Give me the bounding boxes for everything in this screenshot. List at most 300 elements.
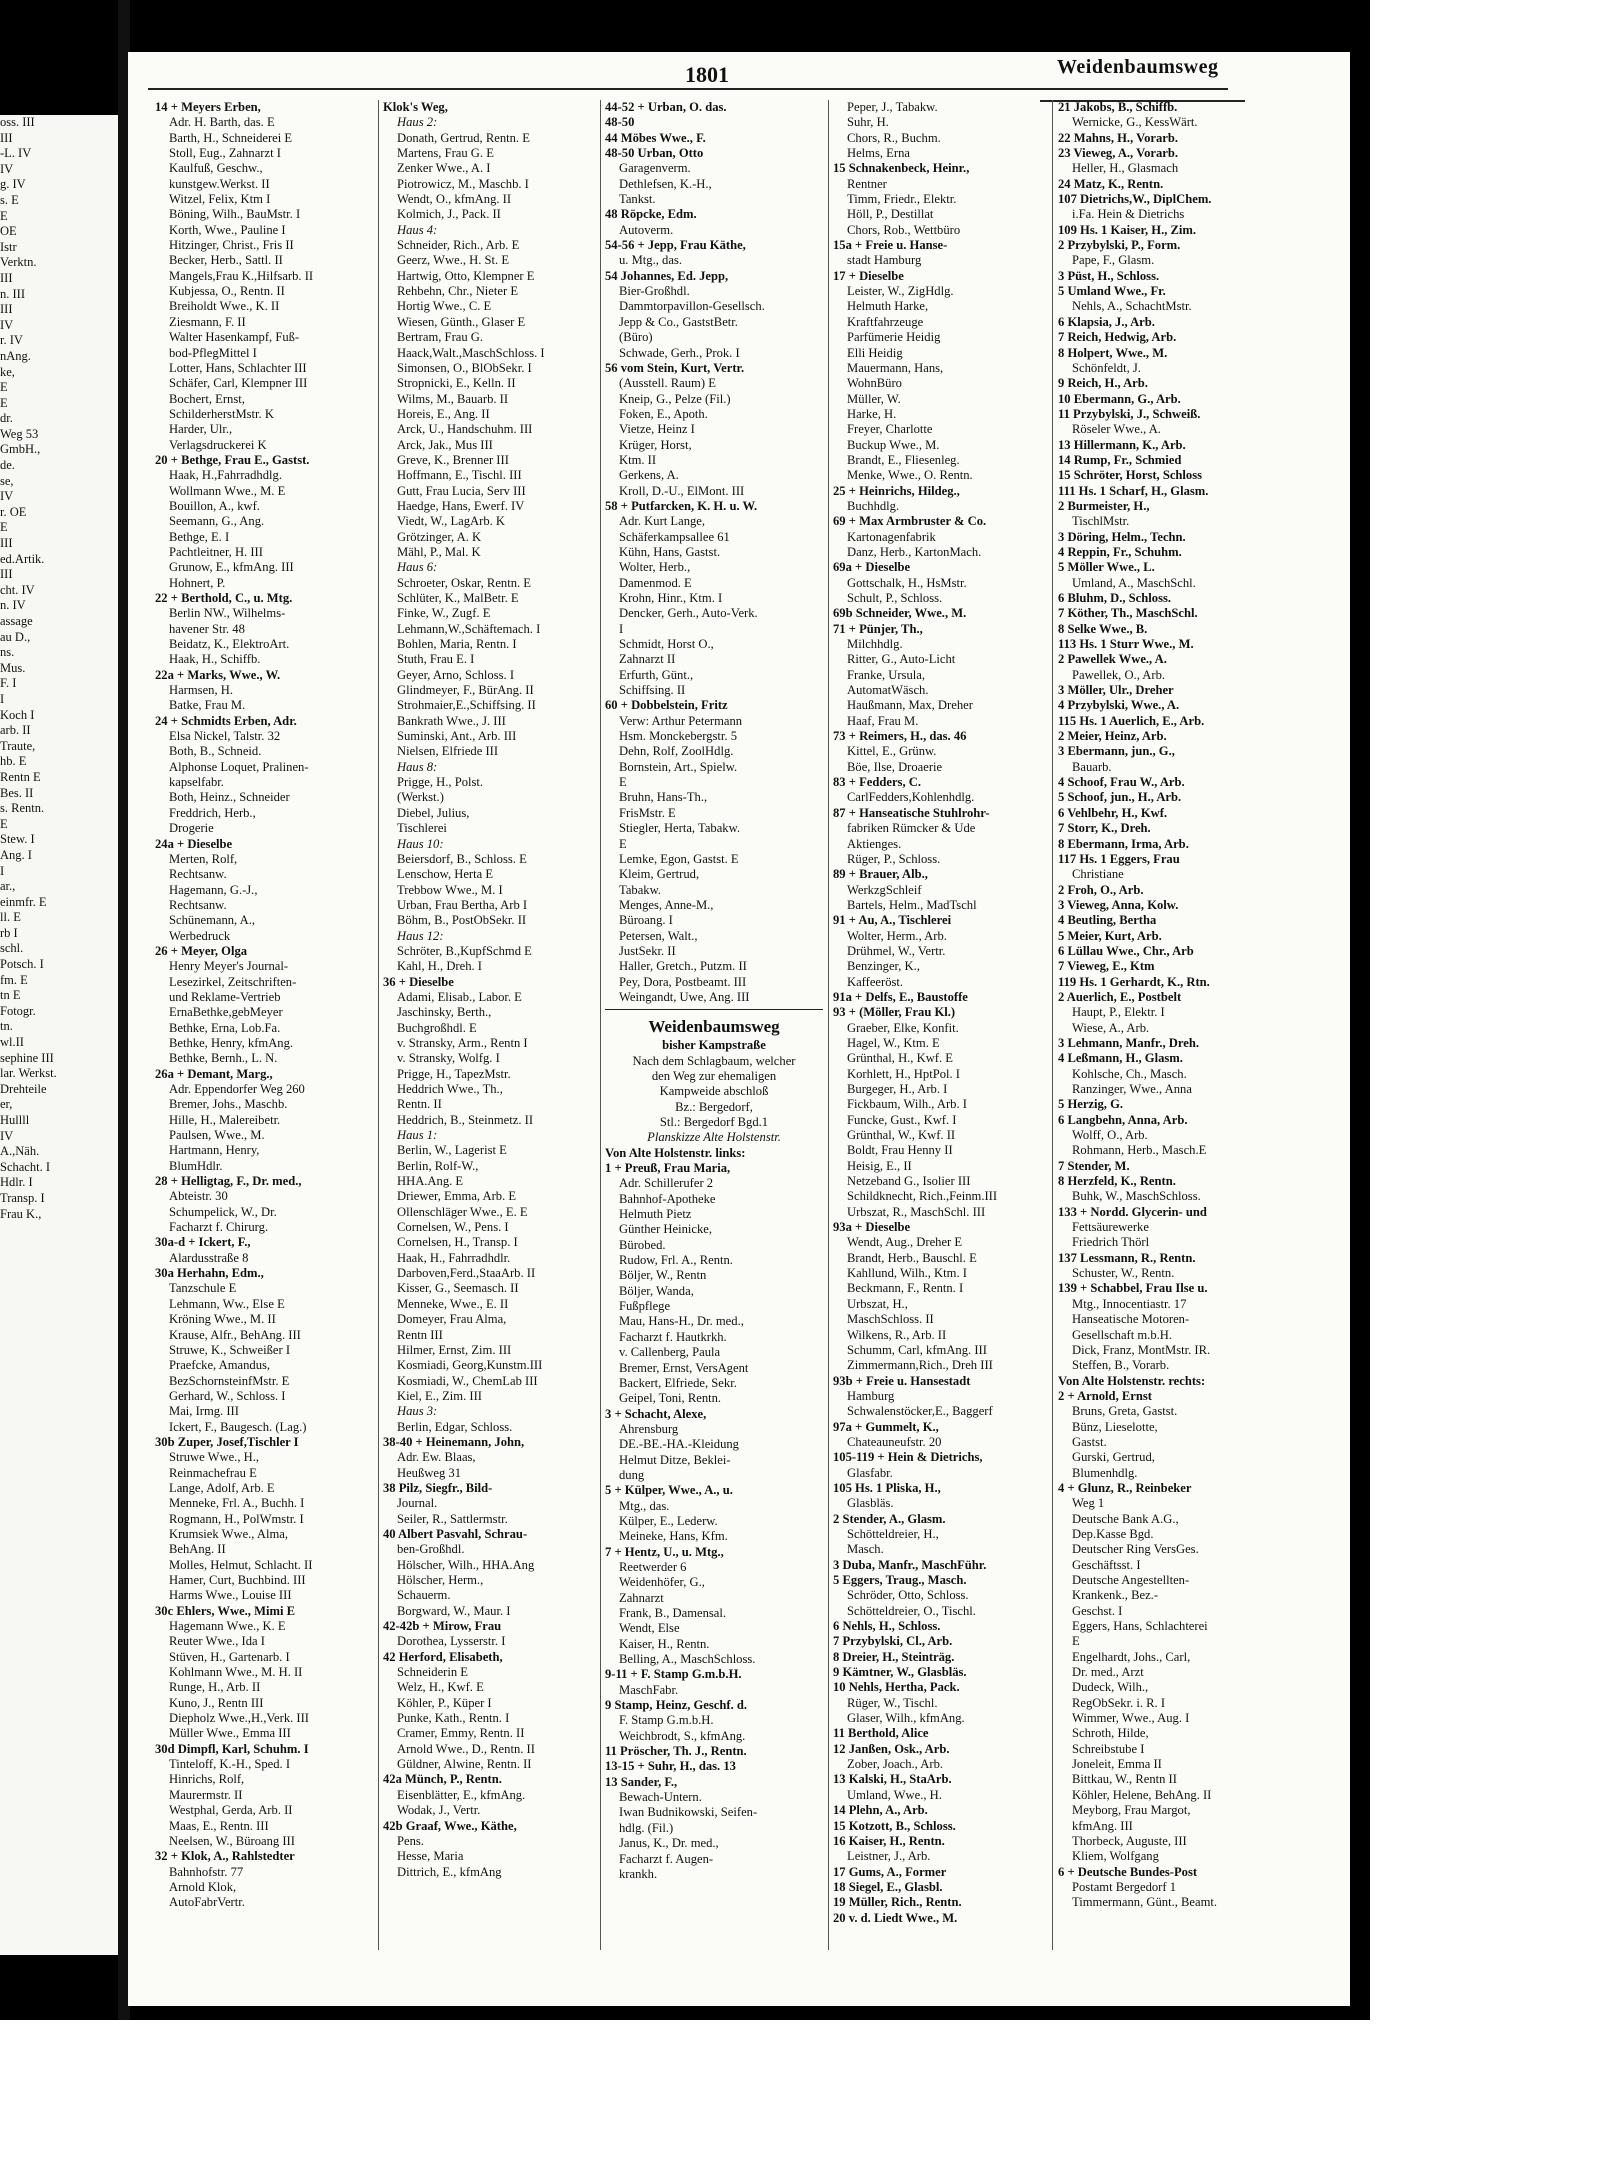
directory-entry: 8 Herzfeld, K., Rentn. (1058, 1174, 1176, 1189)
previous-page-fragment: lar. Werkst. (0, 1066, 57, 1081)
directory-entry: Buchgroßhdl. E (397, 1020, 477, 1035)
directory-entry: den Weg zur ehemaligen (651, 1068, 777, 1083)
directory-entry: 7 Vieweg, E., Ktm (1058, 959, 1155, 974)
directory-entry: 40 Albert Pasvahl, Schrau- (383, 1526, 528, 1541)
previous-page-fragment: s. Rentn. (0, 801, 45, 816)
directory-entry: Weidenbaumsweg (648, 1017, 780, 1037)
directory-entry: 3 Döring, Helm., Techn. (1058, 529, 1186, 544)
directory-entry: Rechtsanw. (169, 867, 227, 882)
directory-entry: Kisser, G., Seemasch. II (397, 1281, 519, 1296)
directory-entry: Westphal, Gerda, Arb. II (169, 1803, 293, 1818)
directory-entry: Bruns, Greta, Gastst. (1072, 1404, 1178, 1419)
directory-entry: Gurski, Gertrud, (1072, 1450, 1155, 1465)
directory-entry: Mangels,Frau K.,Hilfsarb. II (169, 268, 314, 283)
directory-entry: Wolter, Herm., Arb. (847, 928, 947, 943)
previous-page-fragment: nAng. (0, 348, 31, 363)
previous-page-fragment: E (0, 395, 8, 410)
directory-entry: Bartels, Helm., MadTschl (847, 897, 977, 912)
directory-entry: Fettsäurewerke (1072, 1220, 1149, 1235)
directory-entry: Christiane (1072, 867, 1124, 882)
directory-entry: Rentn III (397, 1327, 443, 1342)
previous-page-fragment: OE (0, 224, 17, 239)
directory-entry: Leistner, J., Arb. (847, 1849, 931, 1864)
directory-entry: Böljer, W., Rentn (619, 1268, 707, 1283)
previous-page-fragment: Transp. I (0, 1190, 45, 1205)
directory-entry: Finke, W., Zugf. E (397, 606, 491, 621)
directory-entry: BehAng. II (169, 1542, 226, 1557)
directory-entry: 93 + (Möller, Frau Kl.) (833, 1005, 956, 1020)
directory-entry: Schwade, Gerh., Prok. I (619, 345, 740, 360)
directory-entry: Urban, Frau Bertha, Arb I (397, 897, 528, 912)
previous-page-fragment: Weg 53 (0, 426, 39, 441)
directory-entry: Freyer, Charlotte (847, 422, 933, 437)
previous-page-fragment: arb. II (0, 723, 31, 738)
directory-entry: 115 Hs. 1 Auerlich, E., Arb. (1058, 713, 1205, 728)
directory-entry: 26a + Demant, Marg., (155, 1066, 273, 1081)
directory-entry: Von Alte Holstenstr. rechts: (1058, 1373, 1206, 1388)
directory-entry: 11 Berthold, Alice (833, 1726, 929, 1741)
directory-entry: 42-42b + Mirow, Frau (383, 1619, 502, 1634)
directory-entry: Hohnert, P. (169, 575, 226, 590)
directory-entry: Masch. (847, 1542, 884, 1557)
directory-entry: Haller, Gretch., Putzm. II (619, 959, 747, 974)
directory-entry: 13 Kalski, H., StaArb. (833, 1772, 952, 1787)
directory-entry: Arck, Jak., Mus III (397, 437, 493, 452)
directory-entry: 5 Möller Wwe., L. (1058, 560, 1155, 575)
previous-page-fragment: n. III (0, 286, 25, 301)
directory-entry: 11 Pröscher, Th. J., Rentn. (605, 1744, 747, 1759)
directory-entry: HHA.Ang. E (397, 1174, 464, 1189)
previous-page-fragment: GmbH., (0, 442, 41, 457)
directory-entry: Böhm, B., PostObSekr. II (397, 913, 527, 928)
directory-entry: Hamburg (847, 1388, 895, 1403)
directory-entry: Ziesmann, F. II (169, 314, 246, 329)
directory-entry: 15 Schnakenbeck, Heinr., (833, 161, 970, 176)
previous-page-fragment: III (0, 536, 13, 551)
directory-entry: Adr. Schillerufer 2 (619, 1176, 714, 1191)
directory-entry: Bankrath Wwe., J. III (397, 713, 506, 728)
directory-entry: Prigge, H., TapezMstr. (397, 1066, 511, 1081)
directory-entry: 2 Burmeister, H., (1058, 498, 1150, 513)
directory-entry: Darboven,Ferd.,StaaArb. II (397, 1266, 536, 1281)
directory-entry: Grünthal, W., Kwf. II (847, 1128, 956, 1143)
directory-entry: 58 + Putfarcken, K. H. u. W. (605, 498, 758, 513)
previous-page-fragment: E (0, 816, 8, 831)
previous-page-fragment: tn. (0, 1019, 13, 1034)
directory-entry: Bremer, Ernst, VersAgent (619, 1360, 749, 1375)
directory-entry: 42 Herford, Elisabeth, (383, 1649, 503, 1664)
directory-entry: 2 Auerlich, E., Postbelt (1058, 989, 1182, 1004)
previous-page-fragment: n. IV (0, 598, 26, 613)
directory-entry: Planskizze Alte Holstenstr. (647, 1130, 781, 1145)
previous-page-fragment: Istr (0, 239, 17, 254)
directory-entry: AutomatWäsch. (847, 683, 929, 698)
directory-entry: Böljer, Wanda, (619, 1283, 694, 1298)
directory-entry: 6 Vehlbehr, H., Kwf. (1058, 805, 1168, 820)
previous-page-fragment: Traute, (0, 738, 36, 753)
directory-entry: Heller, H., Glasmach (1072, 161, 1179, 176)
directory-entry: Chateauneufstr. 20 (847, 1434, 942, 1449)
directory-entry: 3 Lehmann, Manfr., Dreh. (1058, 1035, 1199, 1050)
directory-entry: Helmuth Harke, (847, 299, 929, 314)
directory-entry: 7 Stender, M. (1058, 1158, 1130, 1173)
directory-entry: 1 + Preuß, Frau Maria, (605, 1161, 731, 1176)
directory-entry: Tabakw. (619, 882, 662, 897)
directory-entry: 22 Mahns, H., Vorarb. (1058, 130, 1179, 145)
previous-page-fragment: -L. IV (0, 146, 32, 161)
directory-entry: Berlin NW., Wilhelms- (169, 606, 286, 621)
directory-entry: stadt Hamburg (847, 253, 922, 268)
previous-page-fragment: IV (0, 489, 14, 504)
directory-entry: 15 Kotzott, B., Schloss. (833, 1818, 956, 1833)
column-4 (833, 100, 1048, 1950)
directory-entry: Stuth, Frau E. I (397, 652, 475, 667)
directory-entry: Both, Heinz., Schneider (169, 790, 290, 805)
directory-entry: Umland, Wwe., H. (847, 1787, 942, 1802)
directory-entry: havener Str. 48 (169, 621, 245, 636)
directory-entry: Berlin, W., Lagerist E (397, 1143, 507, 1158)
directory-entry: Struwe Wwe., H., (169, 1450, 260, 1465)
directory-entry: Netzeband G., Isolier III (847, 1174, 971, 1189)
directory-entry: 54 Johannes, Ed. Jepp, (605, 268, 729, 283)
previous-page-fragment: dr. (0, 411, 13, 426)
directory-entry: MaschFabr. (619, 1682, 679, 1697)
directory-entry: Kiel, E., Zim. III (397, 1388, 482, 1403)
directory-entry: Kaffeeröst. (847, 974, 904, 989)
directory-entry: Cramer, Emmy, Rentn. II (397, 1726, 525, 1741)
directory-entry: Wolter, Herb., (619, 560, 691, 575)
directory-entry: Tanzschule E (169, 1281, 237, 1296)
previous-page-fragment: ar., (0, 879, 16, 894)
directory-entry: Glindmeyer, F., BürAng. II (397, 683, 534, 698)
directory-entry: 5 Herzig, G. (1058, 1097, 1124, 1112)
directory-entry: Greve, K., Brenner III (397, 452, 509, 467)
directory-entry: Pawellek, O., Arb. (1072, 667, 1166, 682)
directory-entry: Höll, P., Destillat (847, 207, 934, 222)
directory-entry: Schiffsing. II (619, 683, 686, 698)
directory-entry: 69a + Dieselbe (833, 560, 911, 575)
directory-entry: 4 Schoof, Frau W., Arb. (1058, 775, 1185, 790)
directory-entry: 14 Rump, Fr., Schmied (1058, 452, 1182, 467)
directory-entry: Lesezirkel, Zeitschriften- (169, 974, 297, 989)
directory-entry: Fickbaum, Wilh., Arb. I (847, 1097, 967, 1112)
directory-entry: Adr. Kurt Lange, (619, 514, 706, 529)
directory-entry: Cornelsen, W., Pens. I (397, 1220, 509, 1235)
directory-entry: kunstgew.Werkst. II (169, 176, 270, 191)
previous-page-fragment: ns. (0, 645, 15, 660)
directory-entry: 42b Graaf, Wwe., Käthe, (383, 1818, 517, 1833)
directory-entry: 38-40 + Heinemann, John, (383, 1434, 525, 1449)
directory-entry: Menneke, Wwe., E. II (397, 1296, 509, 1311)
previous-page-fragment: se, (0, 473, 14, 488)
directory-entry: Schreibstube I (1072, 1741, 1145, 1756)
directory-entry: 4 Leßmann, H., Glasm. (1058, 1051, 1183, 1066)
directory-entry: E (1072, 1634, 1080, 1649)
directory-entry: Bornstein, Art., Spielw. (619, 759, 738, 774)
previous-page-fragment: E (0, 520, 8, 535)
directory-entry: 11 Przybylski, J., Schweiß. (1058, 406, 1201, 421)
directory-entry: 69b Schneider, Wwe., M. (833, 606, 967, 621)
directory-entry: 24 Matz, K., Rentn. (1058, 176, 1164, 191)
column-divider (828, 100, 829, 1950)
directory-entry: Domeyer, Frau Alma, (397, 1312, 507, 1327)
directory-entry: Schäferkampsallee 61 (619, 529, 730, 544)
page-number: 1801 (685, 62, 729, 87)
directory-entry: Abteistr. 30 (169, 1189, 228, 1204)
previous-page-fragment: E (0, 380, 8, 395)
directory-entry: 73 + Reimers, H., das. 46 (833, 729, 967, 744)
directory-entry: 7 Köther, Th., MaschSchl. (1058, 606, 1198, 621)
directory-entry: Parfümerie Heidig (847, 330, 941, 345)
directory-entry: 93b + Freie u. Hansestadt (833, 1373, 971, 1388)
directory-entry: Wodak, J., Vertr. (397, 1803, 481, 1818)
directory-entry: 9-11 + F. Stamp G.m.b.H. (605, 1667, 742, 1682)
directory-entry: 6 Langbehn, Anna, Arb. (1058, 1112, 1188, 1127)
directory-entry: Seiler, R., Sattlermstr. (397, 1511, 508, 1526)
directory-entry: Garagenverm. (619, 161, 691, 176)
directory-entry: Molles, Helmut, Schlacht. II (169, 1557, 313, 1572)
directory-entry: Cornelsen, H., Transp. I (397, 1235, 518, 1250)
directory-entry: 89 + Brauer, Alb., (833, 867, 928, 882)
directory-entry: Glasfabr. (847, 1465, 893, 1480)
previous-page-fragment: I (0, 863, 5, 878)
directory-entry: Schünemann, A., (169, 913, 256, 928)
directory-entry: Tankst. (619, 192, 656, 207)
directory-entry: Glaser, Wilh., kfmAng. (847, 1711, 965, 1726)
directory-entry: Brandt, E., Fliesenleg. (847, 452, 960, 467)
directory-entry: Suhr, H. (847, 115, 889, 130)
directory-entry: 137 Lessmann, R., Rentn. (1058, 1250, 1196, 1265)
directory-entry: Fußpflege (619, 1299, 671, 1314)
directory-entry: 5 + Külper, Wwe., A., u. (605, 1483, 733, 1498)
directory-entry: 48 Röpcke, Edm. (605, 207, 697, 222)
directory-entry: Buchhdlg. (847, 498, 900, 513)
directory-entry: Tischlerei (397, 821, 447, 836)
directory-entry: 16 Kaiser, H., Rentn. (833, 1833, 945, 1848)
directory-entry: Hoffmann, E., Tischl. III (397, 468, 522, 483)
directory-entry: Graeber, Elke, Konfit. (847, 1020, 959, 1035)
directory-entry: Belling, A., MaschSchloss. (619, 1652, 756, 1667)
directory-entry: Hsm. Monckebergstr. 5 (619, 729, 737, 744)
directory-entry: 22 + Berthold, C., u. Mtg. (155, 591, 293, 605)
directory-entry: Bauarb. (1072, 759, 1112, 774)
directory-entry: Dittrich, E., kfmAng (397, 1864, 502, 1879)
previous-page-fragment: hb. E (0, 754, 27, 769)
directory-entry: Hinrichs, Rolf, (169, 1772, 245, 1787)
previous-page-fragment: Koch I (0, 707, 35, 722)
directory-entry: Simonsen, O., BlObSekr. I (397, 360, 532, 375)
directory-entry: Eisenblätter, E., kfmAng. (397, 1787, 526, 1802)
directory-entry: Schroth, Hilde, (1072, 1726, 1149, 1741)
directory-entry: Peper, J., Tabakw. (847, 100, 938, 114)
previous-page-fragment: oss. III (0, 115, 35, 129)
directory-entry: 18 Siegel, E., Glasbl. (833, 1879, 943, 1894)
previous-page-fragment: A.,Näh. (0, 1144, 40, 1159)
directory-entry: Geschst. I (1072, 1603, 1123, 1618)
directory-entry: Schwalenstöcker,E., Baggerf (847, 1404, 993, 1419)
directory-entry: 3 Duba, Manfr., MaschFühr. (833, 1557, 987, 1572)
directory-entry: 36 + Dieselbe (383, 974, 454, 989)
directory-entry: Haak, H., Fahrradhdlr. (397, 1250, 511, 1265)
directory-entry: 4 + Glunz, R., Reinbeker (1058, 1480, 1192, 1495)
directory-entry: Haupt, P., Elektr. I (1072, 1005, 1165, 1020)
directory-entry: Chors, Rob., Wettbüro (847, 222, 961, 237)
directory-entry: Jepp & Co., GaststBetr. (619, 314, 738, 329)
directory-entry: Postamt Bergedorf 1 (1072, 1879, 1177, 1894)
directory-entry: 19 Müller, Rich., Rentn. (833, 1895, 962, 1910)
directory-entry: Lenschow, Herta E (397, 867, 494, 882)
directory-entry: Kubjessa, O., Rentn. II (169, 284, 285, 299)
directory-entry: Helmut Ditze, Beklei- (619, 1452, 731, 1467)
directory-entry: Beiersdorf, B., Schloss. E (397, 851, 527, 866)
directory-entry: Beidatz, K., ElektroArt. (169, 637, 290, 652)
previous-page-fragment: Mus. (0, 660, 26, 675)
directory-entry: Heddrich Wwe., Th., (397, 1082, 503, 1096)
directory-entry: 32 + Klok, A., Rahlstedter (155, 1849, 295, 1864)
directory-entry: Gerhard, W., Schloss. I (169, 1388, 286, 1403)
directory-entry: Zimmermann,Rich., Dreh III (847, 1358, 993, 1373)
directory-entry: Wernicke, G., KessWärt. (1072, 115, 1198, 130)
directory-entry: Vietze, Heinz I (619, 422, 695, 437)
directory-entry: (Ausstell. Raum) E (619, 376, 716, 391)
directory-entry: Bethke, Erna, Lob.Fa. (169, 1020, 281, 1035)
directory-entry: 9 Reich, H., Arb. (1058, 376, 1148, 391)
directory-entry: Kliem, Wolfgang (1072, 1849, 1159, 1864)
previous-page-fragment: III (0, 130, 13, 145)
directory-entry: 14 + Meyers Erben, (155, 100, 261, 114)
directory-entry: 60 + Dobbelstein, Fritz (605, 698, 728, 713)
previous-page-fragment: r. IV (0, 333, 23, 348)
directory-entry: Dudeck, Wilh., (1072, 1680, 1149, 1695)
directory-entry: Glasbläs. (847, 1496, 894, 1511)
directory-entry: 5 Meier, Kurt, Arb. (1058, 928, 1162, 943)
directory-entry: Helms, Erna (847, 146, 910, 161)
directory-entry: Müller Wwe., Emma III (169, 1726, 291, 1741)
directory-entry: 48-50 Urban, Otto (605, 146, 704, 161)
directory-entry: Wilms, M., Bauarb. II (397, 391, 509, 406)
directory-entry: (Büro) (619, 330, 653, 345)
directory-entry: Pens. (397, 1833, 424, 1848)
directory-entry: Bethge, E. I (169, 529, 230, 544)
directory-entry: fabriken Rümcker & Ude (847, 821, 976, 836)
previous-page-edge (0, 115, 118, 1955)
directory-entry: RegObSekr. i. R. I (1072, 1695, 1166, 1710)
directory-entry: Rohmann, Herb., Masch.E (1072, 1143, 1207, 1158)
directory-entry: Schötteldreier, O., Tischl. (847, 1603, 976, 1618)
directory-entry: Friedrich Thörl (1072, 1235, 1150, 1250)
directory-entry: Dick, Franz, MontMstr. IR. (1072, 1342, 1211, 1357)
directory-entry: Adami, Elisab., Labor. E (397, 989, 522, 1004)
previous-page-fragment: tn E (0, 988, 21, 1003)
previous-page-fragment: assage (0, 614, 33, 628)
directory-entry: Gerkens, A. (619, 468, 679, 483)
directory-entry: Ollenschläger Wwe., E. E (397, 1204, 528, 1219)
directory-entry: Röseler Wwe., A. (1072, 422, 1161, 437)
previous-page-fragment: Frau K., (0, 1206, 42, 1221)
directory-entry: 10 Nehls, Hertha, Pack. (833, 1680, 960, 1695)
directory-entry: Bittkau, W., Rentn II (1072, 1772, 1177, 1787)
directory-entry: Nehls, A., SchachtMstr. (1072, 299, 1192, 314)
directory-entry: Bremer, Johs., Maschb. (169, 1097, 288, 1112)
directory-entry: 30d Dimpfl, Karl, Schuhm. I (155, 1741, 309, 1756)
directory-entry: Heußweg 31 (397, 1465, 462, 1480)
directory-entry: Adr. Ew. Blaas, (397, 1450, 476, 1465)
directory-entry: Pey, Dora, Postbeamt. III (619, 974, 747, 989)
directory-entry: Both, B., Schneid. (169, 744, 262, 759)
directory-entry: Ritter, G., Auto-Licht (847, 652, 956, 667)
previous-page-fragment: de. (0, 458, 15, 473)
directory-entry: Henry Meyer's Journal- (169, 959, 289, 974)
previous-page-fragment: cht. IV (0, 582, 35, 597)
directory-entry: Blumenhdlg. (1072, 1465, 1138, 1480)
directory-entry: Trebbow Wwe., M. I (397, 882, 503, 897)
directory-entry: Krumsiek Wwe., Alma, (169, 1526, 289, 1541)
directory-entry: Schröter, B.,KupfSchmd E (397, 943, 532, 958)
directory-entry: Lange, Adolf, Arb. E (169, 1480, 275, 1495)
directory-entry: Buhk, W., MaschSchloss. (1072, 1189, 1201, 1204)
previous-page-fragment: Potsch. I (0, 957, 44, 972)
directory-entry: Diepholz Wwe.,H.,Verk. III (169, 1711, 310, 1726)
directory-entry: Witzel, Felix, Ktm I (169, 192, 271, 207)
directory-entry: ben-Großhdl. (397, 1542, 465, 1557)
directory-entry: Bünz, Lieselotte, (1072, 1419, 1158, 1434)
directory-entry: Dehn, Rolf, ZoolHdlg. (619, 744, 734, 759)
directory-entry: Lotter, Hans, Schlachter III (169, 360, 307, 375)
directory-entry: Schlüter, K., MalBetr. E (397, 591, 519, 605)
previous-page-fragment: wl.II (0, 1035, 24, 1050)
directory-entry: Kosmiadi, W., ChemLab III (397, 1373, 538, 1388)
directory-entry: Reuter Wwe., Ida I (169, 1634, 265, 1649)
directory-entry: Steffen, B., Vorarb. (1072, 1358, 1170, 1373)
directory-entry: Praefcke, Amandus, (169, 1358, 271, 1373)
directory-entry: Alphonse Loquet, Pralinen- (169, 759, 309, 774)
directory-entry: Stiegler, Herta, Tabakw. (619, 821, 741, 836)
directory-entry: Punke, Kath., Rentn. I (397, 1711, 510, 1726)
previous-page-fragment: fm. E (0, 972, 28, 987)
previous-page-fragment: Fotogr. (0, 1003, 36, 1018)
directory-entry: Erfurth, Günt., (619, 667, 694, 682)
directory-entry: Werbedruck (169, 928, 231, 943)
previous-page-fragment: Stew. I (0, 832, 35, 847)
previous-page-fragment: rb I (0, 925, 18, 940)
directory-entry: 6 Bluhm, D., Schloss. (1058, 591, 1172, 605)
directory-entry: (Werkst.) (397, 790, 444, 805)
directory-entry: Borgward, W., Maur. I (397, 1603, 511, 1618)
directory-entry: JustSekr. II (619, 943, 676, 958)
directory-entry: Hagemann, G.-J., (169, 882, 258, 897)
directory-entry: Kröning Wwe., M. II (169, 1312, 276, 1327)
directory-entry: 13 Sander, F., (605, 1774, 678, 1789)
directory-entry: Leister, W., ZigHdlg. (847, 284, 954, 299)
directory-entry: dung (619, 1467, 645, 1482)
directory-entry: Wendt, Else (619, 1621, 680, 1636)
directory-entry: E (619, 775, 627, 790)
directory-entry: 30a-d + Ickert, F., (155, 1235, 251, 1250)
directory-entry: Maurermstr. II (169, 1787, 243, 1802)
directory-entry: i.Fa. Hein & Dietrichs (1072, 207, 1185, 222)
directory-entry: TischlMstr. (1072, 514, 1130, 529)
directory-entry: v. Callenberg, Paula (619, 1345, 721, 1360)
directory-entry: Reetwerder 6 (619, 1559, 687, 1574)
directory-entry: Schönfeldt, J. (1072, 360, 1141, 375)
directory-entry: Korhlett, H., HptPol. I (847, 1066, 960, 1081)
directory-entry: Schildknecht, Rich.,Feinm.III (847, 1189, 998, 1204)
directory-entry: 7 + Hentz, U., u. Mtg., (605, 1544, 724, 1559)
directory-entry: 6 Nehls, H., Schloss. (833, 1619, 941, 1634)
previous-page-fragment: I (0, 691, 5, 706)
directory-entry: Hartmann, Henry, (169, 1143, 260, 1158)
directory-entry: Müller, W. (847, 391, 901, 406)
